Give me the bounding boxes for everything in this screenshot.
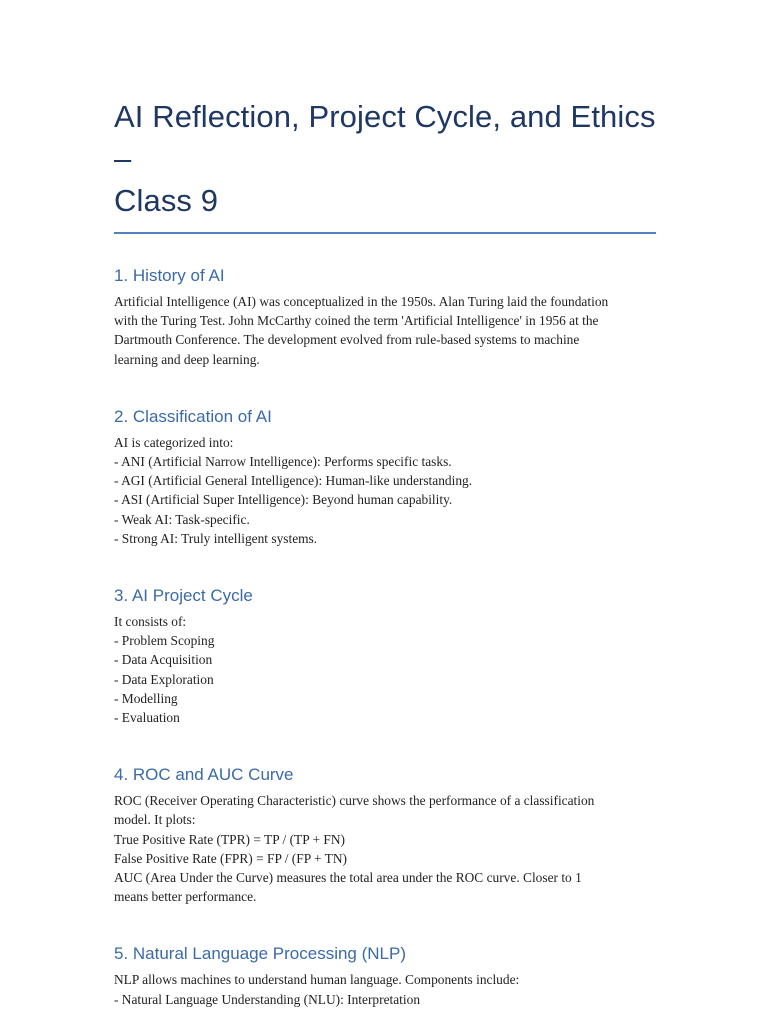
section-classification-of-ai [114, 406, 656, 548]
body-line: learning and deep learning. [114, 351, 260, 367]
formula-line: False Positive Rate (FPR) = FP / (FP + TN) [114, 850, 347, 866]
section-heading: 3. AI Project Cycle [114, 586, 253, 606]
section-body [114, 612, 656, 727]
body-line: Dartmouth Conference. The development evolved from rule-based systems to machine [114, 332, 580, 348]
body-line: NLP allows machines to understand human language. Components include: [114, 972, 520, 988]
list-item: - AGI (Artificial General Intelligence): Human-like understanding. [114, 473, 473, 489]
body-line: means better performance. [114, 889, 257, 905]
section-roc-and-auc-curve [114, 764, 656, 906]
body-line: ROC (Receiver Operating Characteristic) curve shows the performance of a classification [114, 793, 595, 809]
list-item: - ANI (Artificial Narrow Intelligence): Performs specific tasks. [114, 454, 452, 470]
list-item: - Data Acquisition [114, 652, 213, 668]
section-body [114, 791, 656, 906]
body-line: with the Turing Test. John McCarthy coined the term 'Artificial Intelligence' in 1956 at the [114, 313, 599, 329]
list-item: - Strong AI: Truly intelligent systems. [114, 530, 318, 546]
body-line: AUC (Area Under the Curve) measures the total area under the ROC curve. Closer to 1 [114, 870, 582, 886]
section-body [114, 970, 656, 1008]
body-line: AI is categorized into: [114, 434, 234, 450]
section-history-of-ai [114, 265, 656, 369]
list-item: - Modelling [114, 690, 178, 706]
section-body [114, 433, 656, 548]
document-title [114, 96, 665, 232]
list-item: - Problem Scoping [114, 633, 215, 649]
list-item: - ASI (Artificial Super Intelligence): Beyond human capability. [114, 492, 453, 508]
body-line: model. It plots: [114, 812, 196, 828]
list-item: - Weak AI: Task-specific. [114, 511, 250, 527]
section-heading: 2. Classification of AI [114, 406, 272, 426]
section-heading: 1. History of AI [114, 266, 225, 285]
document-page [114, 96, 665, 1009]
list-item: - Natural Language Understanding (NLU): Interpretation [114, 991, 421, 1007]
list-item: - Evaluation [114, 710, 180, 726]
section-heading: 4. ROC and AUC Curve [114, 765, 294, 785]
section-ai-project-cycle [114, 585, 656, 727]
document-title-line-2: Class 9 [114, 183, 219, 218]
section-heading: 5. Natural Language Processing (NLP) [114, 944, 406, 964]
section-nlp [114, 943, 656, 1008]
body-line: Artificial Intelligence (AI) was conceptualized in the 1950s. Alan Turing laid the foundation [114, 294, 609, 309]
list-item: - Data Exploration [114, 671, 214, 687]
formula-line: True Positive Rate (TPR) = TP / (TP + FN) [114, 831, 345, 847]
section-body [114, 292, 656, 369]
document-title-line-1: AI Reflection, Project Cycle, and Ethics – [114, 99, 665, 176]
title-underline [114, 232, 656, 234]
body-line: It consists of: [114, 614, 187, 630]
